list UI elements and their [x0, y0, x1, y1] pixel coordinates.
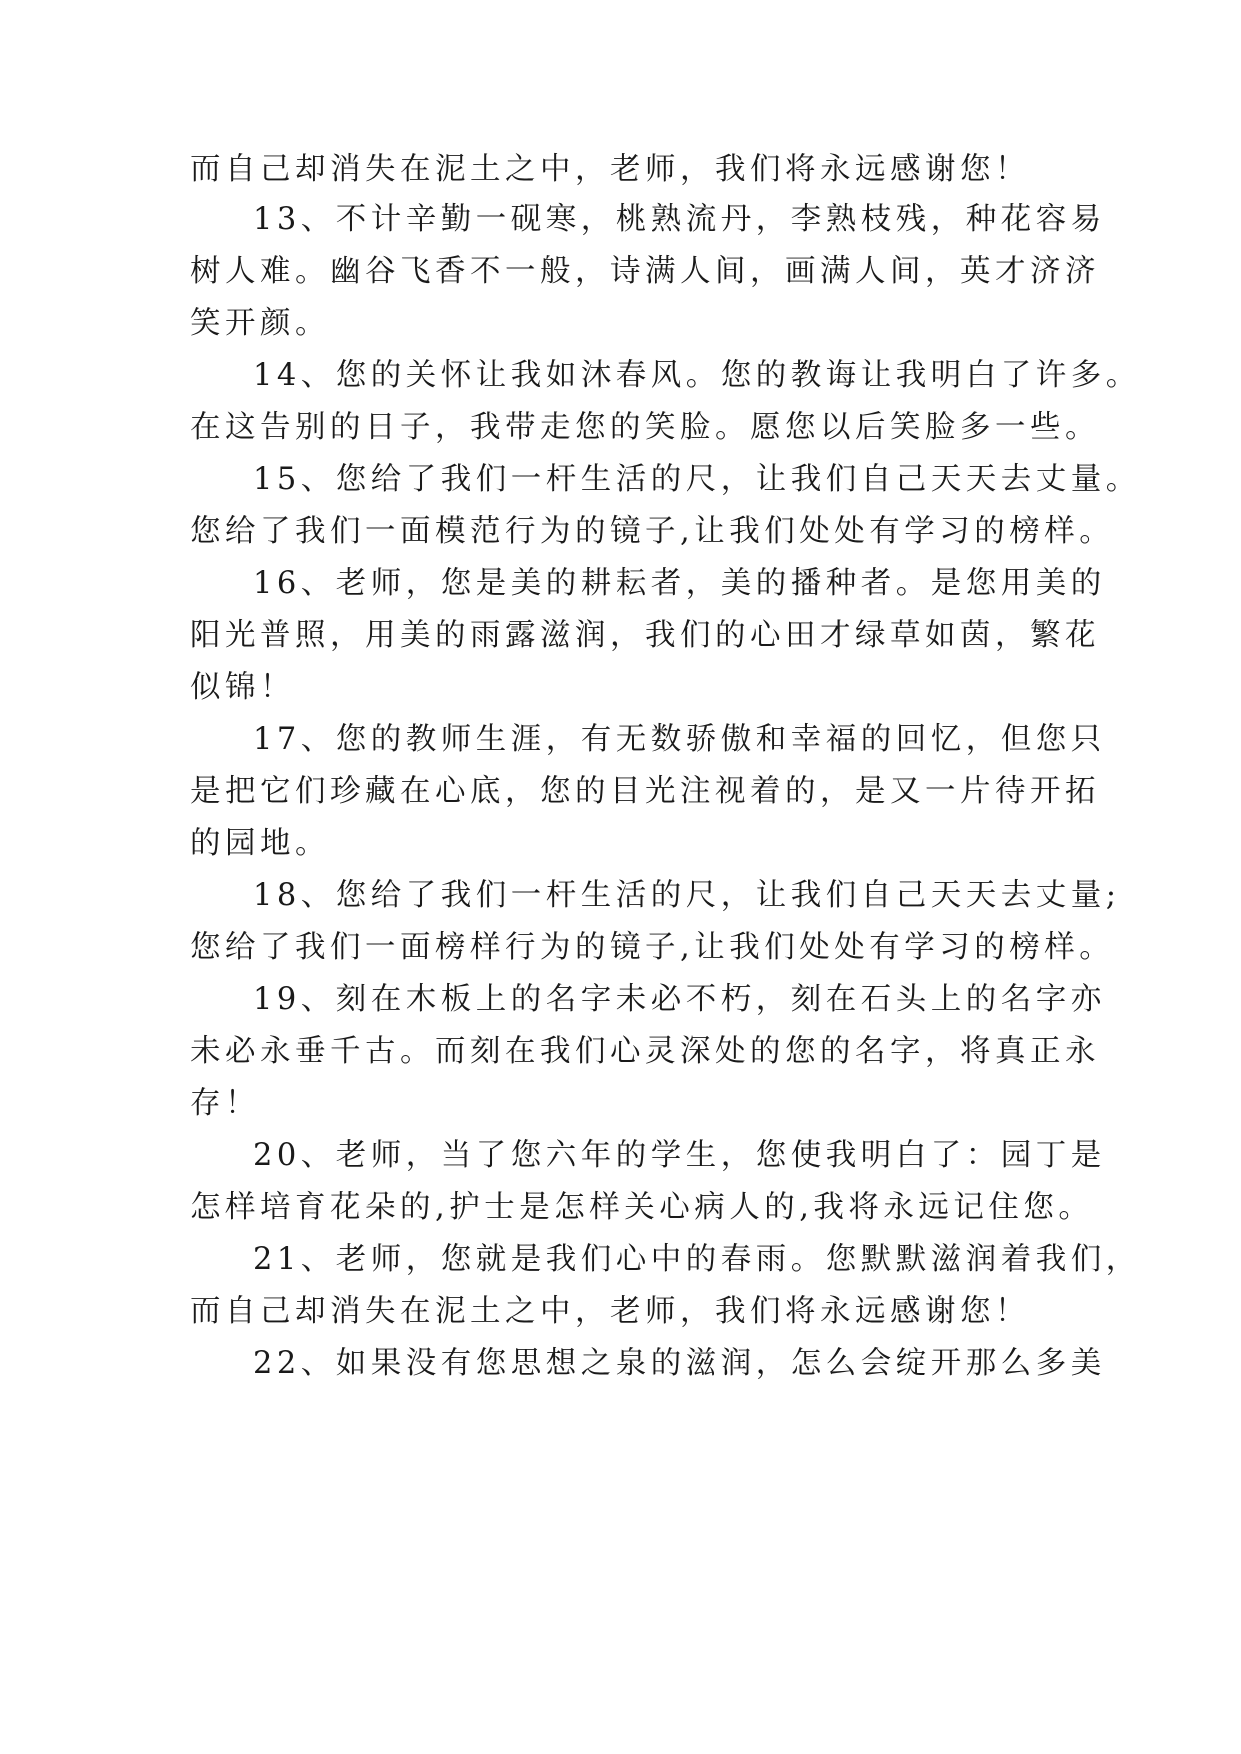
text-line: 18、您给了我们一杆生活的尺，让我们自己天天去丈量; [253, 878, 1121, 913]
text-line: 树人难。幽谷飞香不一般，诗满人间，画满人间，英才济济 [190, 254, 1100, 289]
text-line: 而自己却消失在泥土之中，老师，我们将永远感谢您！ [190, 152, 1030, 187]
text-line: 在这告别的日子，我带走您的笑脸。愿您以后笑脸多一些。 [190, 410, 1100, 445]
text-line: 而自己却消失在泥土之中，老师，我们将永远感谢您！ [190, 1294, 1030, 1329]
text-line: 笑开颜。 [190, 306, 330, 341]
text-line: 的园地。 [190, 826, 330, 861]
text-line: 存！ [190, 1086, 260, 1121]
text-line: 21、老师，您就是我们心中的春雨。您默默滋润着我们， [253, 1242, 1141, 1277]
text-line: 怎样培育花朵的,护士是怎样关心病人的,我将永远记住您。 [190, 1190, 1094, 1225]
text-line: 您给了我们一面榜样行为的镜子,让我们处处有学习的榜样。 [190, 930, 1115, 965]
text-line: 未必永垂千古。而刻在我们心灵深处的您的名字，将真正永 [190, 1034, 1100, 1069]
text-line: 您给了我们一面模范行为的镜子,让我们处处有学习的榜样。 [190, 514, 1115, 549]
text-line: 阳光普照，用美的雨露滋润，我们的心田才绿草如茵，繁花 [190, 618, 1100, 653]
text-line: 14、您的关怀让我如沐春风。您的教诲让我明白了许多。 [253, 358, 1141, 393]
text-line: 16、老师，您是美的耕耘者，美的播种者。是您用美的 [253, 566, 1106, 601]
text-line: 是把它们珍藏在心底，您的目光注视着的，是又一片待开拓 [190, 774, 1100, 809]
text-line: 15、您给了我们一杆生活的尺，让我们自己天天去丈量。 [253, 462, 1141, 497]
text-line: 13、不计辛勤一砚寒，桃熟流丹，李熟枝残，种花容易 [253, 202, 1106, 237]
text-line: 19、刻在木板上的名字未必不朽，刻在石头上的名字亦 [253, 982, 1106, 1017]
text-line: 17、您的教师生涯，有无数骄傲和幸福的回忆，但您只 [253, 722, 1106, 757]
text-line: 22、如果没有您思想之泉的滋润，怎么会绽开那么多美 [253, 1346, 1106, 1381]
text-line: 20、老师，当了您六年的学生，您使我明白了：园丁是 [253, 1138, 1106, 1173]
text-line: 似锦！ [190, 670, 295, 705]
